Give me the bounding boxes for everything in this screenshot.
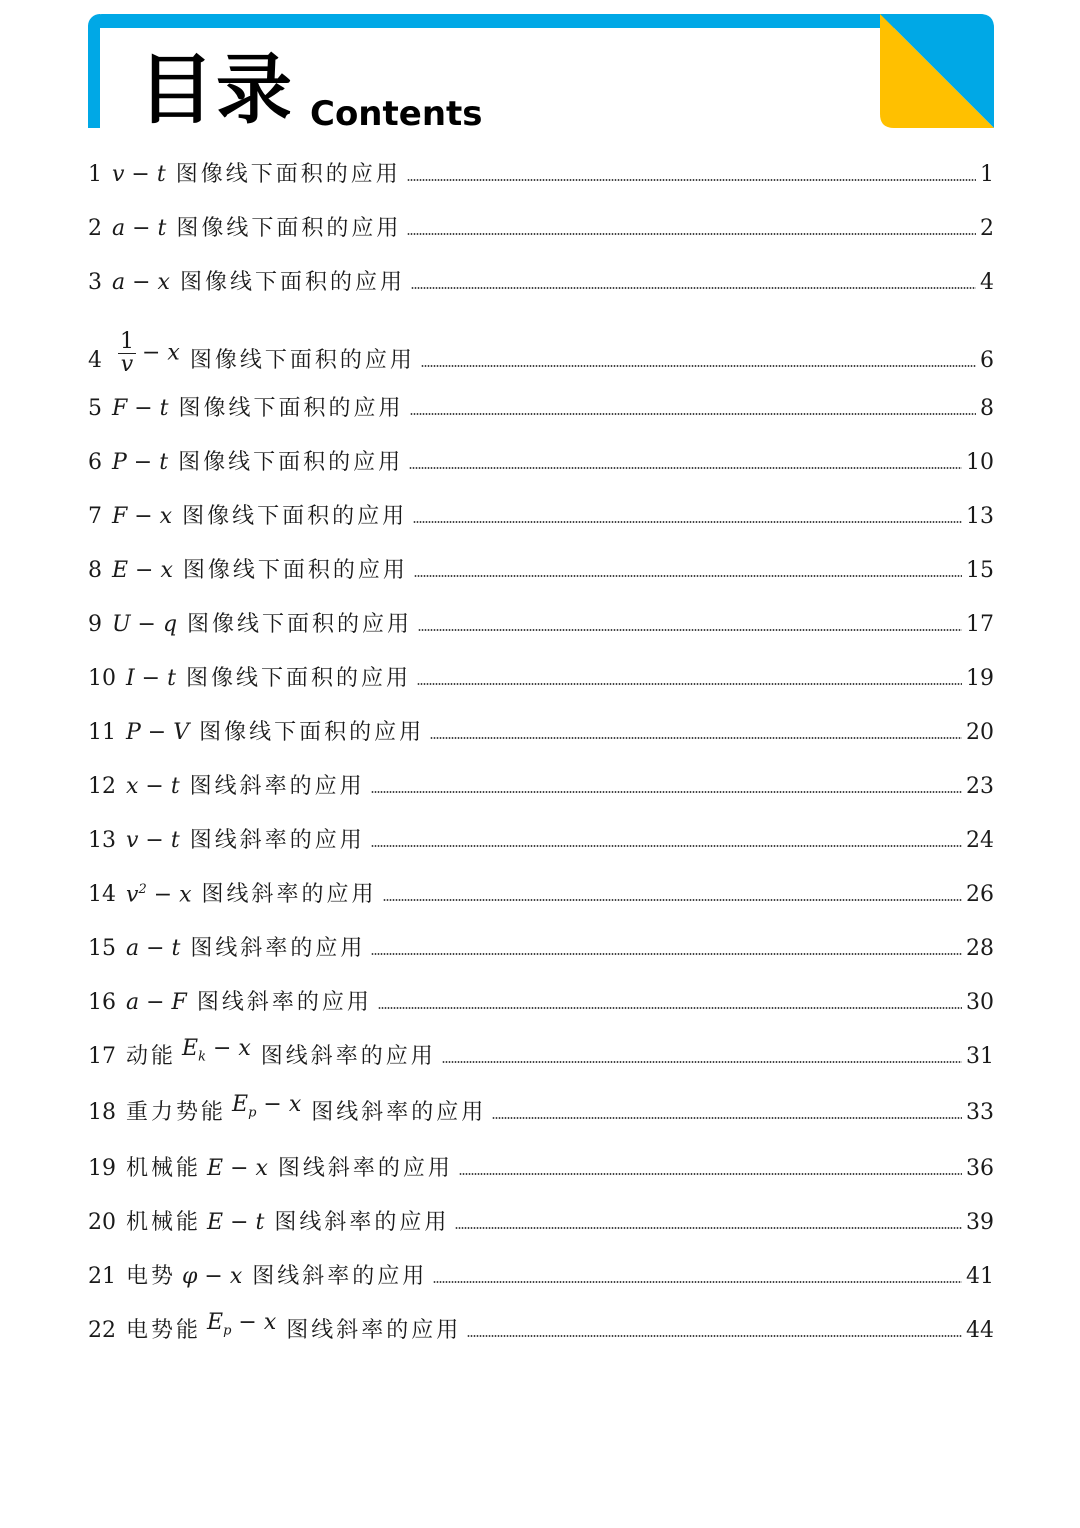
toc-entry-math: v − t [126, 828, 180, 853]
toc-entry-number: 14 [88, 882, 116, 907]
toc-entry[interactable] [88, 1252, 994, 1292]
toc-entry-math: v − t [112, 162, 166, 187]
toc-entry-number: 9 [88, 612, 102, 637]
toc-entry-title: 图线斜率的应用 [311, 1100, 487, 1125]
toc-leader-dots [430, 737, 962, 739]
header-blue-bar [88, 14, 994, 28]
toc-leader-dots [455, 1227, 962, 1229]
toc-leader-dots [421, 365, 976, 367]
toc-leader-dots [411, 287, 976, 289]
toc-entry-title: 图像线下面积的应用 [199, 720, 425, 745]
toc-entry-math: φ − x [182, 1264, 243, 1289]
toc-entry[interactable] [88, 258, 994, 298]
toc-entry[interactable] [88, 816, 994, 856]
header-blue-left-bar [88, 14, 100, 128]
toc-entry-number: 2 [88, 216, 102, 241]
math-superscript: 2 [138, 881, 147, 897]
toc-entry-prefix: 电势 [126, 1264, 177, 1289]
toc-entry-number: 1 [88, 162, 102, 187]
toc-leader-dots [383, 899, 962, 901]
toc-entry-title: 图像线下面积的应用 [187, 612, 413, 637]
toc-entry-math: $\frac{1}{v}$ − x [120, 329, 180, 377]
toc-entry-math: $E_k - x$ [182, 1035, 251, 1064]
toc-leader-dots [467, 1335, 962, 1337]
toc-entry-title: 图像线下面积的应用 [175, 162, 401, 187]
toc-entry-number: 4 [88, 348, 102, 373]
toc-entry-math: a − F [126, 990, 187, 1015]
fraction-numerator: 1 [120, 329, 134, 354]
toc-leader-dots [414, 575, 962, 577]
toc-entry[interactable] [88, 312, 994, 376]
contents-header [88, 14, 994, 134]
toc-entry-number: 19 [88, 1156, 116, 1181]
fraction [118, 331, 136, 376]
toc-entry[interactable] [88, 1088, 994, 1128]
toc-entry[interactable] [88, 870, 994, 910]
fraction-denominator: v [120, 352, 134, 377]
toc-leader-dots [442, 1061, 962, 1063]
toc-entry-number: 15 [88, 936, 116, 961]
toc-entry-page: 1 [980, 162, 994, 187]
toc-entry-math: E − x [112, 558, 173, 583]
toc-entry-title: 图线斜率的应用 [196, 990, 372, 1015]
toc-entry-title: 图像线下面积的应用 [185, 666, 411, 691]
toc-entry-title: 图线斜率的应用 [260, 1044, 436, 1069]
toc-entry-prefix: 动能 [126, 1044, 177, 1069]
toc-leader-dots [492, 1117, 962, 1119]
toc-entry-title: 图像线下面积的应用 [178, 396, 404, 421]
toc-entry[interactable] [88, 708, 994, 748]
toc-entry[interactable] [88, 978, 994, 1018]
toc-entry-math: a − t [112, 216, 167, 241]
toc-entry[interactable] [88, 150, 994, 190]
toc-leader-dots [418, 629, 962, 631]
toc-entry-page: 30 [966, 990, 994, 1015]
toc-entry[interactable] [88, 1306, 994, 1346]
toc-entry-page: 41 [966, 1264, 994, 1289]
toc-entry-math: $E_p - x$ [207, 1309, 277, 1338]
toc-entry-number: 17 [88, 1044, 116, 1069]
toc-entry-title: 图线斜率的应用 [252, 1264, 428, 1289]
toc-entry-page: 4 [980, 270, 994, 295]
toc-entry-math: a − x [112, 270, 170, 295]
toc-leader-dots [409, 467, 962, 469]
toc-entry-page: 33 [966, 1100, 994, 1125]
toc-entry-title: 图线斜率的应用 [274, 1210, 450, 1235]
toc-entry[interactable] [88, 384, 994, 424]
toc-entry-title: 图线斜率的应用 [277, 1156, 453, 1181]
toc-leader-dots [413, 521, 962, 523]
math-subscript: p [248, 1105, 257, 1120]
toc-entry-number: 11 [88, 720, 116, 745]
toc-entry-math: E − x [207, 1156, 268, 1181]
toc-entry-page: 2 [980, 216, 994, 241]
toc-entry-number: 20 [88, 1210, 116, 1235]
toc-entry-page: 20 [966, 720, 994, 745]
toc-entry-number: 3 [88, 270, 102, 295]
toc-leader-dots [433, 1281, 962, 1283]
toc-entry-math: a − t [126, 936, 181, 961]
page-title-cn: 目录 [138, 45, 294, 134]
toc-entry-page: 26 [966, 882, 994, 907]
toc-entry-page: 44 [966, 1318, 994, 1343]
math-subscript: p [223, 1323, 232, 1338]
toc-entry-title: 图像线下面积的应用 [176, 216, 402, 241]
toc-entry[interactable] [88, 924, 994, 964]
toc-entry-number: 12 [88, 774, 116, 799]
toc-entry-page: 17 [966, 612, 994, 637]
toc-entry-number: 22 [88, 1318, 116, 1343]
toc-entry-title: 图像线下面积的应用 [179, 270, 405, 295]
toc-leader-dots [459, 1173, 962, 1175]
toc-entry-math: F − t [112, 396, 169, 421]
toc-entry-title: 图像线下面积的应用 [182, 504, 408, 529]
toc-entry-math: F − x [112, 504, 173, 529]
toc-entry-title: 图线斜率的应用 [201, 882, 377, 907]
toc-entry[interactable] [88, 204, 994, 244]
toc-entry-title: 图线斜率的应用 [286, 1318, 462, 1343]
toc-entry-page: 28 [966, 936, 994, 961]
toc-entry-page: 23 [966, 774, 994, 799]
toc-entry[interactable] [88, 762, 994, 802]
toc-entry-title: 图像线下面积的应用 [189, 348, 415, 373]
toc-entry-math: x − t [126, 774, 180, 799]
page-title-en: Contents [310, 94, 483, 134]
toc-entry[interactable] [88, 1144, 994, 1184]
math-subscript: k [198, 1049, 206, 1064]
toc-leader-dots [371, 845, 962, 847]
toc-leader-dots [407, 179, 976, 181]
toc-entry-number: 16 [88, 990, 116, 1015]
toc-leader-dots [407, 233, 976, 235]
toc-entry-math: U − q [112, 612, 178, 637]
toc-leader-dots [378, 1007, 962, 1009]
corner-triangle-graphic [880, 14, 994, 128]
toc-entry-math: E − t [207, 1210, 265, 1235]
toc-entry-number: 18 [88, 1100, 116, 1125]
toc-entry-title: 图像线下面积的应用 [182, 558, 408, 583]
toc-entry-page: 15 [966, 558, 994, 583]
toc-entry-page: 24 [966, 828, 994, 853]
toc-entry-number: 21 [88, 1264, 116, 1289]
toc-entry[interactable] [88, 546, 994, 586]
toc-entry-number: 13 [88, 828, 116, 853]
toc-entry-prefix: 机械能 [126, 1210, 202, 1235]
toc-entry[interactable] [88, 600, 994, 640]
toc-entry-number: 7 [88, 504, 102, 529]
toc-entry[interactable] [88, 438, 994, 478]
toc-entry-page: 8 [980, 396, 994, 421]
toc-entry-prefix: 电势能 [126, 1318, 202, 1343]
toc-leader-dots [371, 953, 962, 955]
toc-entry-number: 5 [88, 396, 102, 421]
toc-entry-math: P − V [126, 720, 190, 745]
toc-entry-title: 图线斜率的应用 [189, 774, 365, 799]
toc-entry-math: $v^2 - x$ [126, 881, 192, 907]
toc-entry-prefix: 重力势能 [126, 1100, 227, 1125]
toc-entry[interactable] [88, 654, 994, 694]
toc-entry-page: 10 [966, 450, 994, 475]
toc-entry-page: 19 [966, 666, 994, 691]
toc-leader-dots [410, 413, 976, 415]
toc-leader-dots [417, 683, 962, 685]
toc-entry-title: 图线斜率的应用 [190, 936, 366, 961]
toc-entry-math: $E_p - x$ [232, 1091, 302, 1120]
toc-entry[interactable] [88, 1198, 994, 1238]
toc-entry-prefix: 机械能 [126, 1156, 202, 1181]
toc-entry[interactable] [88, 492, 994, 532]
toc-entry-title: 图线斜率的应用 [189, 828, 365, 853]
toc-entry[interactable] [88, 1032, 994, 1072]
toc-entry-page: 31 [966, 1044, 994, 1069]
toc-entry-page: 39 [966, 1210, 994, 1235]
toc-entry-number: 8 [88, 558, 102, 583]
toc-entry-number: 6 [88, 450, 102, 475]
toc-entry-page: 6 [980, 348, 994, 373]
toc-entry-number: 10 [88, 666, 116, 691]
toc-entry-math: P − t [112, 450, 169, 475]
toc-entry-page: 13 [966, 504, 994, 529]
toc-entry-math: I − t [126, 666, 176, 691]
toc-entry-title: 图像线下面积的应用 [178, 450, 404, 475]
toc-entry-page: 36 [966, 1156, 994, 1181]
toc-leader-dots [371, 791, 962, 793]
